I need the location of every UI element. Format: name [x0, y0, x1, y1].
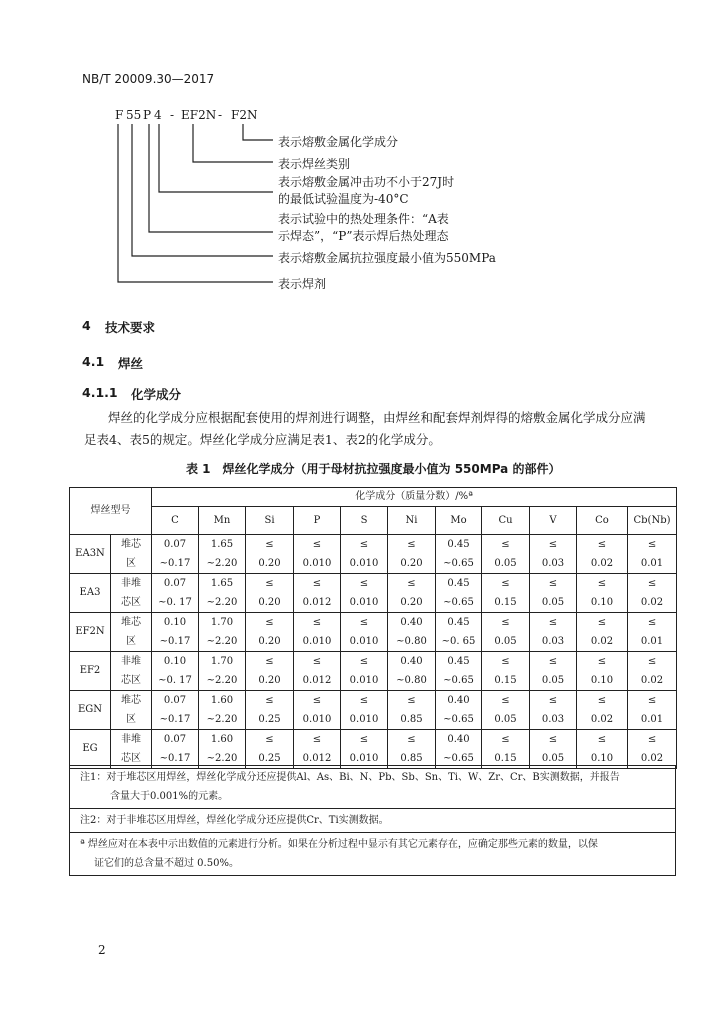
value-cell: [388, 574, 436, 613]
value-top: ≤: [647, 734, 657, 745]
value-cell: [577, 691, 628, 730]
zone-text: 堆芯: [121, 695, 141, 706]
value-cell: [152, 535, 199, 574]
table-row: [70, 652, 677, 691]
table-1-body: [70, 535, 677, 769]
value-bottom: 0.02: [640, 753, 664, 764]
value-cell: [152, 730, 199, 769]
model-cell: EA3N: [70, 535, 111, 574]
value-bottom: ~0.17: [159, 636, 191, 647]
value-cell: [577, 535, 628, 574]
zone-text: 芯区: [121, 675, 141, 686]
value-bottom: ~0.17: [159, 753, 191, 764]
value-top: 0.07: [163, 734, 187, 745]
value-top: ≤: [359, 578, 369, 589]
value-bottom: 0.10: [590, 597, 614, 608]
value-cell: [294, 730, 341, 769]
value-cell: [482, 574, 530, 613]
value-bottom: ~0.65: [443, 753, 474, 764]
table-row: [70, 613, 677, 652]
table-row: [70, 574, 677, 613]
value-cell: [628, 535, 677, 574]
value-bottom: ~2.20: [206, 714, 238, 725]
value-top: ≤: [312, 617, 322, 628]
value-top: ≤: [501, 656, 510, 667]
value-bottom: 0.010: [349, 558, 379, 569]
value-cell: [482, 730, 530, 769]
value-cell: [341, 652, 388, 691]
model-cell: EF2N: [70, 613, 111, 652]
standard-id-header: NB/T 20009.30—2017: [82, 72, 215, 86]
explanation-heat-line2: 示焊态”，“P”表示焊后热处理态: [278, 229, 449, 243]
note-1: [70, 765, 675, 808]
value-cell: [246, 613, 294, 652]
value-bottom: 0.010: [349, 597, 379, 608]
code-part-impact: 4: [154, 108, 162, 122]
value-top: 0.45: [447, 656, 470, 667]
value-top: 0.40: [447, 695, 470, 706]
value-top: ≤: [312, 734, 322, 745]
value-cell: [152, 652, 199, 691]
value-cell: [246, 574, 294, 613]
value-top: ≤: [265, 695, 274, 706]
value-cell: [152, 691, 199, 730]
value-bottom: ~0.65: [443, 675, 474, 686]
explanation-impact-line2: 的最低试验温度为-40°C: [278, 192, 409, 206]
value-top: 0.45: [447, 578, 470, 589]
value-bottom: 0.010: [302, 714, 332, 725]
value-cell: [294, 613, 341, 652]
value-bottom: 0.01: [640, 558, 664, 569]
value-top: ≤: [501, 578, 510, 589]
zone-cell: [111, 574, 152, 613]
zone-text: 区: [126, 714, 136, 725]
explanation-wire-class: 表示焊丝类别: [278, 157, 351, 171]
value-cell: [199, 613, 246, 652]
note-1-line-1: 注1：对于堆芯区用焊丝，焊丝化学成分还应提供Al、As、Bi、N、Pb、Sb、Sn、Ti、W、Zr、Cr、B实测数据，并报告: [80, 772, 620, 783]
value-top: ≤: [359, 734, 369, 745]
value-bottom: 0.15: [494, 675, 517, 686]
value-top: 1.65: [210, 539, 234, 550]
value-bottom: 0.05: [541, 597, 565, 608]
zone-cell: [111, 535, 152, 574]
table-row: [70, 535, 677, 574]
value-bottom: 0.03: [541, 636, 565, 647]
value-bottom: 0.85: [400, 714, 423, 725]
value-cell: [246, 730, 294, 769]
value-bottom: ~0. 17: [158, 675, 192, 686]
value-cell: [628, 691, 677, 730]
zone-text: 区: [126, 636, 136, 647]
explanation-heat-line1: 表示试验中的热处理条件：“A表: [278, 212, 449, 226]
value-bottom: 0.10: [590, 753, 614, 764]
value-bottom: 0.20: [400, 597, 423, 608]
value-bottom: 0.03: [541, 558, 565, 569]
value-cell: [199, 730, 246, 769]
value-top: ≤: [548, 695, 558, 706]
zone-cell: [111, 652, 152, 691]
value-cell: [294, 652, 341, 691]
value-top: ≤: [647, 695, 657, 706]
table-row: [70, 691, 677, 730]
value-bottom: ~0.17: [159, 714, 191, 725]
value-top: ≤: [548, 617, 558, 628]
value-bottom: 0.25: [258, 753, 281, 764]
value-cell: [246, 535, 294, 574]
value-top: 0.07: [163, 539, 187, 550]
value-bottom: 0.010: [302, 558, 332, 569]
section-4-1-title: 焊丝: [118, 356, 144, 371]
column-header: Cb(Nb): [628, 507, 677, 535]
value-top: 0.10: [163, 656, 187, 667]
value-top: ≤: [501, 617, 510, 628]
value-bottom: ~0. 65: [441, 636, 476, 647]
value-bottom: 0.010: [349, 636, 379, 647]
value-bottom: 0.01: [640, 636, 664, 647]
value-cell: [294, 535, 341, 574]
code-part-wire-class: EF2N: [181, 108, 217, 122]
value-bottom: ~0.65: [443, 558, 474, 569]
value-cell: [341, 535, 388, 574]
value-cell: [246, 691, 294, 730]
value-bottom: 0.15: [494, 753, 517, 764]
value-cell: [199, 652, 246, 691]
value-bottom: 0.02: [640, 675, 664, 686]
value-cell: [341, 691, 388, 730]
column-header: Mo: [436, 507, 482, 535]
footnote-a-line-1: ª 焊丝应对在本表中示出数值的元素进行分析。如果在分析过程中显示有其它元素存在，应确定那些元素的数量，以保: [80, 839, 598, 850]
value-bottom: 0.010: [349, 675, 379, 686]
value-bottom: ~0.65: [443, 714, 474, 725]
column-header: P: [294, 507, 341, 535]
value-cell: [482, 613, 530, 652]
page-number: 2: [98, 943, 106, 957]
value-top: 0.45: [447, 617, 470, 628]
value-cell: [294, 691, 341, 730]
footnote-a-line-2: 证它们的总含量不超过 0.50%。: [94, 858, 239, 869]
value-cell: [482, 652, 530, 691]
value-top: 1.65: [210, 578, 234, 589]
column-header: S: [341, 507, 388, 535]
value-top: ≤: [597, 656, 607, 667]
value-top: ≤: [597, 578, 607, 589]
paragraph-line-2: 足表4、表5的规定。焊丝化学成分应满足表1、表2的化学成分。: [84, 432, 441, 447]
value-top: ≤: [312, 695, 322, 706]
value-top: ≤: [265, 734, 274, 745]
zone-text: 堆芯: [121, 617, 141, 628]
code-part-deposit: F2N: [231, 108, 258, 122]
column-header: Mn: [199, 507, 246, 535]
value-bottom: ~0.80: [396, 636, 427, 647]
value-top: 1.70: [210, 656, 234, 667]
model-cell: EG: [70, 730, 111, 769]
value-cell: [341, 613, 388, 652]
value-bottom: ~2.20: [206, 753, 238, 764]
code-part-strength: 55: [126, 108, 142, 122]
column-header: Si: [246, 507, 294, 535]
value-top: ≤: [407, 539, 416, 550]
value-bottom: ~0. 17: [158, 597, 192, 608]
value-bottom: 0.20: [258, 675, 281, 686]
value-bottom: 0.012: [302, 597, 332, 608]
value-cell: [530, 652, 577, 691]
value-top: ≤: [647, 656, 657, 667]
value-bottom: 0.85: [400, 753, 423, 764]
value-bottom: 0.010: [302, 636, 332, 647]
paragraph-line-1: 焊丝的化学成分应根据配套使用的焊剂进行调整，由焊丝和配套焊剂焊得的熔敷金属化学成分应满: [108, 410, 646, 425]
value-bottom: 0.05: [541, 675, 565, 686]
value-cell: [482, 535, 530, 574]
value-top: ≤: [265, 617, 274, 628]
value-cell: [436, 613, 482, 652]
note-1-line-2: 含量大于0.001%的元素。: [110, 791, 229, 802]
value-top: ≤: [265, 539, 274, 550]
value-top: ≤: [359, 656, 369, 667]
value-cell: [436, 535, 482, 574]
value-top: ≤: [597, 539, 607, 550]
zone-cell: [111, 730, 152, 769]
column-header: C: [152, 507, 199, 535]
table-1: [69, 487, 677, 769]
value-top: ≤: [312, 656, 322, 667]
column-header: Ni: [388, 507, 436, 535]
value-cell: [628, 574, 677, 613]
value-top: ≤: [647, 617, 657, 628]
explanation-impact-line1: 表示熔敷金属冲击功不小于27J时: [278, 175, 455, 189]
value-bottom: ~2.20: [206, 675, 238, 686]
value-bottom: 0.05: [494, 636, 517, 647]
value-bottom: 0.02: [590, 558, 614, 569]
value-bottom: 0.20: [258, 597, 281, 608]
zone-text: 非堆: [121, 656, 141, 667]
value-cell: [152, 574, 199, 613]
value-top: ≤: [359, 617, 369, 628]
value-cell: [436, 691, 482, 730]
value-top: ≤: [407, 695, 416, 706]
value-bottom: ~2.20: [206, 558, 238, 569]
value-cell: [436, 574, 482, 613]
value-bottom: 0.010: [349, 714, 379, 725]
value-bottom: 0.05: [494, 714, 517, 725]
value-top: ≤: [647, 578, 657, 589]
value-cell: [530, 535, 577, 574]
value-cell: [577, 652, 628, 691]
zone-text: 非堆: [121, 578, 141, 589]
note-2: 注2：对于非堆芯区用焊丝，焊丝化学成分还应提供Cr、Ti实测数据。: [70, 808, 675, 832]
value-cell: [246, 652, 294, 691]
explanation-deposit-chemistry: 表示熔敷金属化学成分: [278, 135, 399, 149]
code-separator: -: [170, 108, 175, 122]
value-bottom: ~2.20: [206, 636, 238, 647]
section-4-number: 4: [82, 318, 91, 333]
value-bottom: 0.02: [640, 597, 664, 608]
value-bottom: 0.10: [590, 675, 614, 686]
model-cell: EF2: [70, 652, 111, 691]
value-bottom: ~0.17: [159, 558, 191, 569]
value-cell: [436, 652, 482, 691]
value-cell: [152, 613, 199, 652]
value-top: ≤: [548, 656, 558, 667]
value-cell: [199, 574, 246, 613]
value-top: ≤: [548, 734, 558, 745]
section-4-1-1-number: 4.1.1: [82, 385, 118, 400]
zone-cell: [111, 613, 152, 652]
zone-text: 堆芯: [121, 539, 141, 550]
column-header: Cu: [482, 507, 530, 535]
value-top: 0.07: [163, 578, 187, 589]
value-bottom: 0.25: [258, 714, 281, 725]
value-bottom: 0.03: [541, 714, 565, 725]
table-row: [70, 730, 677, 769]
value-top: ≤: [265, 656, 274, 667]
value-cell: [530, 730, 577, 769]
value-top: ≤: [359, 539, 369, 550]
value-bottom: 0.05: [494, 558, 517, 569]
composition-group-header: 化学成分（质量分数）/%ª: [152, 488, 677, 507]
value-cell: [388, 652, 436, 691]
code-part-flux: F: [115, 108, 124, 122]
table-1-caption: 表 1 焊丝化学成分（用于母材抗拉强度最小值为 550MPa 的部件）: [186, 462, 561, 476]
value-top: ≤: [312, 578, 322, 589]
value-bottom: 0.20: [400, 558, 423, 569]
value-cell: [436, 730, 482, 769]
model-header: 焊丝型号: [70, 488, 152, 535]
zone-cell: [111, 691, 152, 730]
value-top: 1.70: [210, 617, 234, 628]
section-4-1-number: 4.1: [82, 354, 105, 369]
zone-text: 区: [126, 558, 136, 569]
value-top: 0.10: [163, 617, 187, 628]
value-top: 0.40: [400, 656, 423, 667]
zone-text: 芯区: [121, 753, 141, 764]
value-cell: [341, 574, 388, 613]
table-1-notes: [69, 765, 676, 876]
value-bottom: 0.20: [258, 558, 281, 569]
value-top: 1.60: [210, 734, 234, 745]
value-bottom: ~0.65: [443, 597, 474, 608]
value-top: ≤: [501, 539, 510, 550]
explanation-strength: 表示熔敷金属抗拉强度最小值为550MPa: [278, 251, 496, 265]
value-cell: [294, 574, 341, 613]
value-bottom: 0.012: [302, 675, 332, 686]
value-top: ≤: [548, 578, 558, 589]
section-4-1-1-title: 化学成分: [131, 387, 182, 402]
value-top: ≤: [597, 734, 607, 745]
value-bottom: 0.01: [640, 714, 664, 725]
value-cell: [530, 613, 577, 652]
value-cell: [628, 613, 677, 652]
value-cell: [530, 691, 577, 730]
value-cell: [388, 613, 436, 652]
value-top: ≤: [359, 695, 369, 706]
value-top: ≤: [597, 617, 607, 628]
value-bottom: ~0.80: [396, 675, 427, 686]
value-top: ≤: [501, 734, 510, 745]
footnote-a: [70, 832, 675, 875]
value-top: ≤: [647, 539, 657, 550]
zone-text: 芯区: [121, 597, 141, 608]
value-top: 0.07: [163, 695, 187, 706]
value-cell: [199, 691, 246, 730]
value-bottom: 0.010: [349, 753, 379, 764]
value-top: ≤: [548, 539, 558, 550]
model-cell: EGN: [70, 691, 111, 730]
value-cell: [388, 730, 436, 769]
code-separator: -: [218, 108, 223, 122]
column-header: Co: [577, 507, 628, 535]
code-part-heat-treatment: P: [143, 108, 152, 122]
value-cell: [341, 730, 388, 769]
column-header: V: [530, 507, 577, 535]
value-top: 0.40: [447, 734, 470, 745]
value-cell: [628, 652, 677, 691]
value-cell: [199, 535, 246, 574]
value-cell: [577, 730, 628, 769]
value-cell: [388, 535, 436, 574]
value-top: ≤: [501, 695, 510, 706]
value-cell: [388, 691, 436, 730]
value-cell: [577, 613, 628, 652]
value-top: ≤: [407, 578, 416, 589]
value-bottom: ~2.20: [206, 597, 238, 608]
value-bottom: 0.05: [541, 753, 565, 764]
value-bottom: 0.02: [590, 714, 614, 725]
value-bottom: 0.20: [258, 636, 281, 647]
value-bottom: 0.012: [302, 753, 332, 764]
model-cell: EA3: [70, 574, 111, 613]
value-cell: [530, 574, 577, 613]
value-top: 0.45: [447, 539, 470, 550]
section-4-title: 技术要求: [105, 320, 156, 335]
value-top: 1.60: [210, 695, 234, 706]
value-bottom: 0.15: [494, 597, 517, 608]
value-top: 0.40: [400, 617, 423, 628]
zone-text: 非堆: [121, 734, 141, 745]
value-top: ≤: [265, 578, 274, 589]
value-top: ≤: [597, 695, 607, 706]
value-top: ≤: [407, 734, 416, 745]
value-cell: [577, 574, 628, 613]
value-bottom: 0.02: [590, 636, 614, 647]
value-top: ≤: [312, 539, 322, 550]
value-cell: [628, 730, 677, 769]
value-cell: [482, 691, 530, 730]
explanation-flux: 表示焊剂: [278, 277, 327, 291]
